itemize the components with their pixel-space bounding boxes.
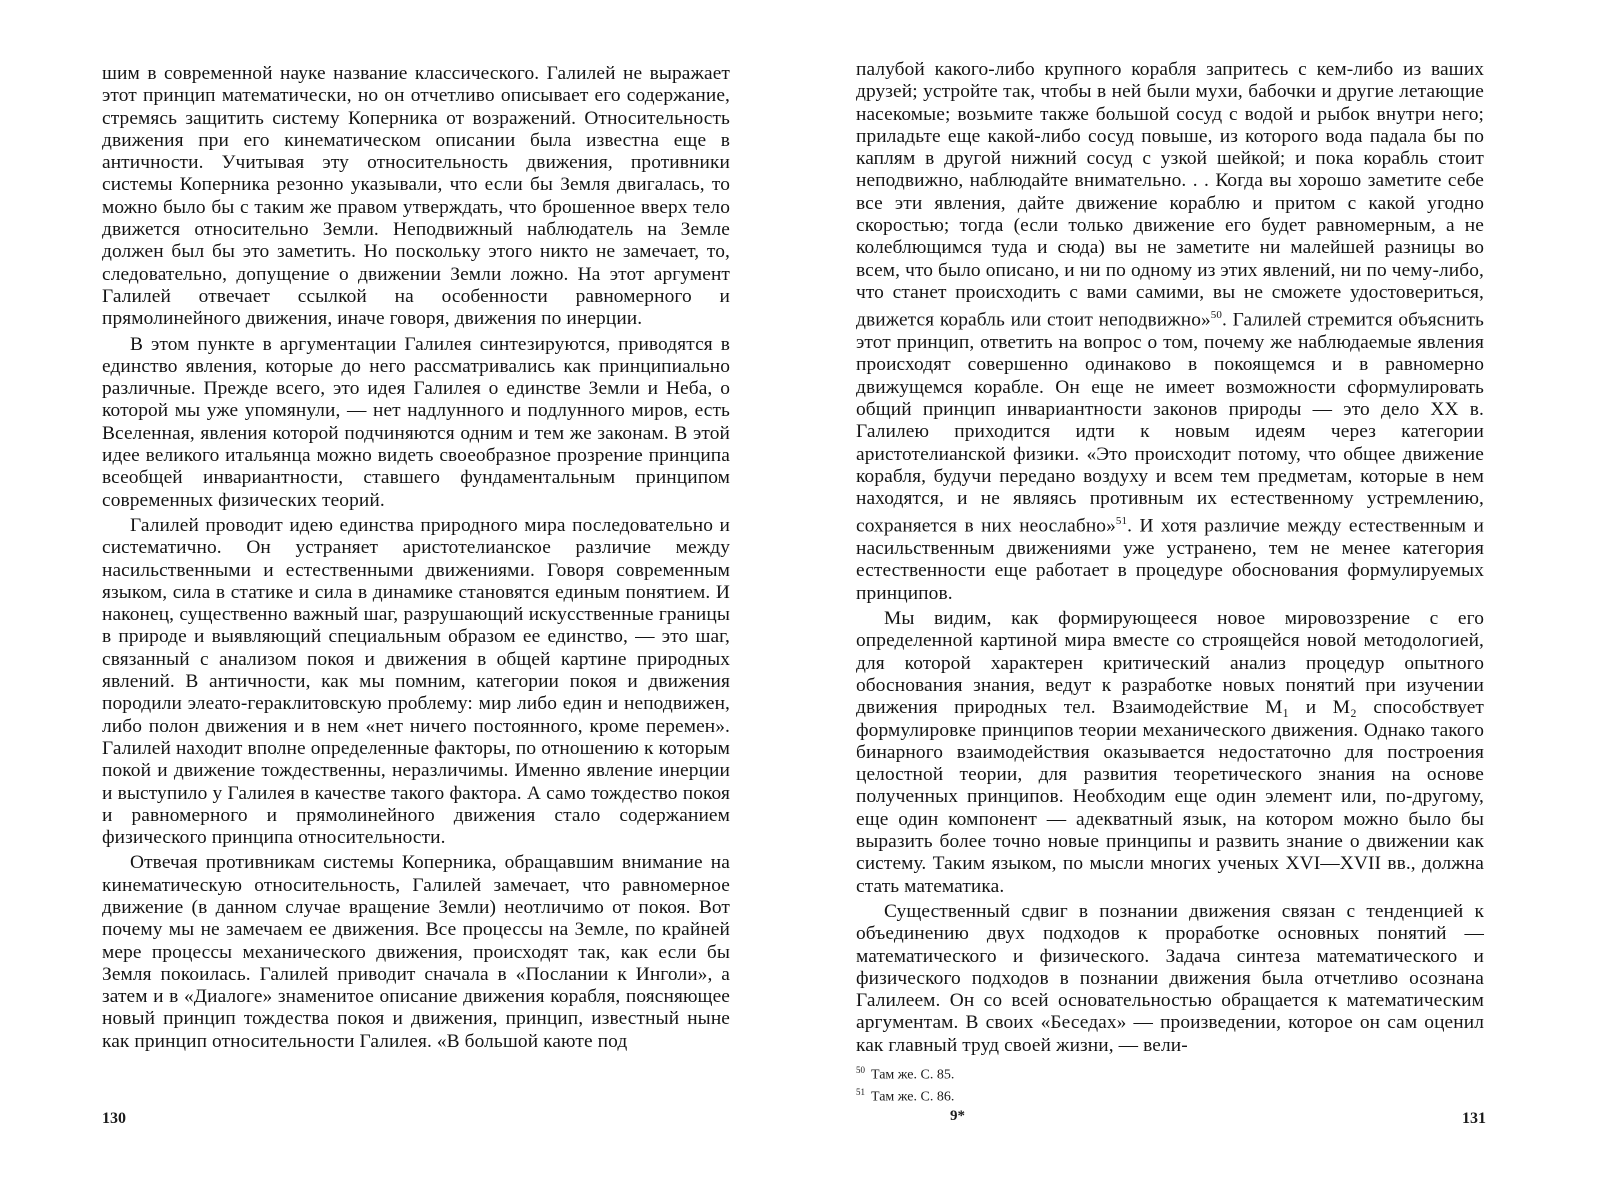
left-page-body [102, 63, 730, 1053]
footnote-text: Там же. С. 85. [871, 1067, 955, 1083]
paragraph: Существенный сдвиг в познании движения связан с тенденцией к объединению двух подходов к проработке основных понятий — математического и физического. Задача синтеза математического и физического подходов в познании движения была отчетливо осознана Галилеем. Он со всей основательностью обращается к математическим аргументам. В своих «Беседах» — произведении, которое он сам оценил как главный труд своей жизни, — вели- [856, 900, 1484, 1056]
paragraph: Мы видим, как формирующееся новое мировоззрение с его определенной картиной мира вместе со строящейся новой методологией, для которой характерен критический анализ процедур опытного обоснования знания, ведут к разработке новых понятий при изучении движения природных тел. Взаимодействие M₁ и M₂ способствует формулировке принципов теории механического движения. Однако такого бинарного взаимодействия оказывается недостаточно для построения целостной теории, для развития теоретического знания на основе полученных принципов. Необходим еще один элемент или, по-другому, еще один компонент — адекватный язык, на котором можно было бы выразить более точно новые принципы и развить знание о движении как систему. Таким языком, по мысли многих ученых XVI—XVII вв., должна стать математика. [856, 608, 1484, 897]
page-number-left: 130 [102, 1110, 126, 1127]
right-page [802, 0, 1604, 1184]
printer-signature: 9* [950, 1108, 965, 1124]
right-page-body [856, 59, 1484, 1057]
footnote-ref: 50 [1210, 309, 1222, 322]
footnote-ref: 51 [1115, 515, 1128, 528]
paragraph: Отвечая противникам системы Коперника, обращавшим внимание на кинематическую относительность, Галилей замечает, что равномерное движение (в данном случае вращение Земли) неотличимо от покоя. Вот почему мы не замечаем ее движения. Все процессы на Земле, по крайней мере процессы механического движения, происходят так, как если бы Земля покоилась. Галилей приводит сначала в «Послании к Инголи», а затем и в «Диалоге» знаменитое описание движения корабля, поясняющее новый принцип тождества покоя и движения, принцип, известный ныне как принцип относительности Галилея. «В большой каюте под [102, 852, 730, 1052]
footnote [856, 1084, 954, 1106]
footnote-number: 51 [856, 1086, 865, 1097]
paragraph [856, 59, 1484, 605]
footnotes [856, 1062, 954, 1105]
footnote-text: Там же. С. 86. [871, 1089, 955, 1105]
page-number-right: 131 [1462, 1110, 1486, 1127]
paragraph-text: . И хотя различие между естественным и насильственным движениями уже устранено, тем не менее категория естественности еще работает в процедуре обоснования формулируемых принципов. [856, 515, 1484, 604]
footnote [856, 1062, 954, 1084]
footnote-number: 50 [856, 1065, 865, 1075]
paragraph: шим в современной науке название классического. Галилей не выражает этот принцип математически, но он отчетливо описывает его содержание, стремясь защитить систему Коперника от возражений. Относительность движения при его кинематическом описании была известна еще в античности. Учитывая эту относительность движения, противники системы Коперника резонно указывали, что если бы Земля двигалась, то можно было бы с таким же правом утверждать, что брошенное вверх тело движется относительно Земли. Неподвижный наблюдатель на Земле должен был бы это заметить. Но поскольку этого никто не замечает, то, следовательно, допущение о движении Земли ложно. На этот аргумент Галилей отвечает ссылкой на особенности равномерного и прямолинейного движения, иначе говоря, движения по инерции. [102, 63, 730, 330]
paragraph: В этом пункте в аргументации Галилея синтезируются, приводятся в единство явления, которые до него рассматривались как принципиально различные. Прежде всего, это идея Галилея о единстве Земли и Неба, о которой мы уже упомянули, — нет надлунного и подлунного миров, есть Вселенная, явления которой подчиняются одним и тем же законам. В этой идее великого итальянца можно видеть своеобразное прозрение принципа всеобщей инвариантности, ставшего фундаментальным принципом современных физических теорий. [102, 333, 730, 511]
paragraph-text: . Галилей стремится объяснить этот принцип, ответить на вопрос о том, почему же наблюдаемые явления происходят совершенно одинаково в покоящемся и в равномерно движущемся корабле. Он еще не имеет возможности сформулировать общий принцип инвариантности законов природы — это дело XX в. Галилею приходится идти к новым идеям через категории аристотелианской физики. «Это происходит потому, что общее движение корабля, будучи передано воздуху и всем тем предметам, которые в нем находятся, и не являясь противным их естественному устремлению, сохраняется в них неослабно» [856, 309, 1484, 537]
quote-text: палубой какого-либо крупного корабля запритесь с кем-либо из ваших друзей; устройте так, чтобы в ней были мухи, бабочки и другие летающие насекомые; возьмите также большой сосуд с водой и рыбок внутри него; приладьте еще какой-либо сосуд повыше, из которого вода падала бы по каплям в другой нижний сосуд с узкой шейкой; и пока корабль стоит неподвижно, наблюдайте внимательно. . . Когда вы хорошо заметите себе все эти явления, дайте движение кораблю и притом с какой угодно скоростью; тогда (если только движение его будет равномерным, а не колеблющимся туда и сюда) вы не заметите ни малейшей разницы во всем, что было описано, и ни по одному из этих явлений, ни по чему-либо, что станет происходить с вами самими, вы не сможете удостовериться, движется корабль или стоит неподвижно» [856, 59, 1484, 331]
paragraph: Галилей проводит идею единства природного мира последовательно и систематично. Он устраняет аристотелианское различие между насильственными и естественными движениями. Говоря современным языком, сила в статике и сила в динамике становятся единым понятием. И наконец, существенно важный шаг, разрушающий искусственные границы в природе и выявляющий специальным образом ее единство, — это шаг, связанный с анализом покоя и движения в общей картине природных явлений. В античности, как мы помним, категории покоя и движения породили элеато-гераклитовскую проблему: мир либо един и неподвижен, либо полон движения и в нем «нет ничего постоянного, кроме перемен». Галилей находит вполне определенные факторы, по отношению к которым покой и движение тождественны, неразличимы. Именно явление инерции и выступило у Галилея в качестве такого фактора. А само тождество покоя и равномерного и прямолинейного движения стало содержанием физического принципа относительности. [102, 514, 730, 849]
